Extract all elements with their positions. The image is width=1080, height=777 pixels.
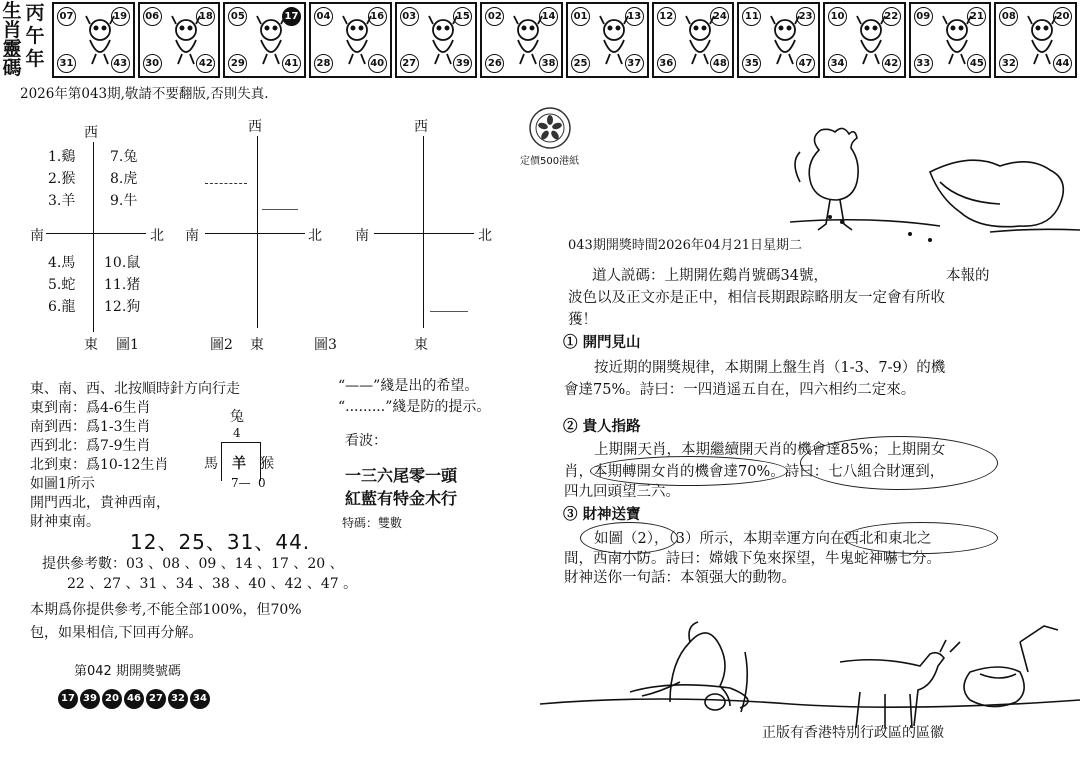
mini-bottom-right: 0: [258, 476, 266, 490]
brand-char: 肖: [2, 19, 22, 41]
tiger-icon: [249, 14, 293, 68]
zodiac-item: 11.猪: [104, 277, 141, 293]
zodiac-number: 09: [914, 7, 933, 26]
compass-south: 南: [355, 228, 369, 244]
zodiac-number: 25: [571, 54, 590, 73]
draw-ball: 46: [124, 689, 144, 709]
rule-line: 財神東南。: [30, 514, 100, 530]
rule-line: 如圖1所示: [30, 476, 95, 492]
zodiac-number: 48: [710, 54, 729, 73]
compass-south: 南: [30, 228, 44, 244]
zodiac-item: 3.羊: [48, 193, 76, 209]
rabbit-icon: [335, 14, 379, 68]
main-numbers: 12、25、31、44.: [130, 530, 311, 554]
rules-heading: 東、南、西、北按順時針方向行走: [30, 381, 240, 397]
section-3-number: ③: [563, 506, 578, 523]
disclaimer-line1: 本期爲你提供參考,不能全部100%，但70%: [30, 602, 302, 618]
section-2-title: 貴人指路: [582, 418, 641, 435]
zodiac-cell: [223, 2, 306, 78]
zodiac-number: 11: [742, 7, 761, 26]
compass-north: 北: [478, 228, 492, 244]
legend-solid-line: “——”綫是出的希望。: [338, 378, 479, 394]
section-2-number: ②: [563, 418, 578, 435]
intro-line2: 波色以及正文亦是正中，相信長期跟踪略朋友一定會有所收: [568, 290, 945, 306]
compass-north: 北: [308, 228, 322, 244]
zodiac-item: 2.猴: [48, 171, 76, 187]
horse-icon: [592, 14, 636, 68]
draw-ball: 39: [80, 689, 100, 709]
zodiac-number: 43: [111, 54, 130, 73]
compass-east: 東: [250, 337, 264, 353]
zodiac-number: 41: [282, 54, 301, 73]
zodiac-number: 29: [228, 54, 247, 73]
compass-east: 東: [414, 337, 428, 353]
prev-draw-balls: [58, 686, 212, 709]
figure-caption: 圖2: [210, 337, 233, 353]
zodiac-number: 35: [742, 54, 761, 73]
zodiac-number: 40: [368, 54, 387, 73]
draw-ball: 27: [146, 689, 166, 709]
compass-west: 西: [248, 119, 262, 135]
zodiac-cell: [737, 2, 820, 78]
zodiac-item: 9.牛: [110, 193, 138, 209]
section-1-line2: 會達75%。詩曰：一四逍遥五自在，四六相约二定來。: [564, 382, 916, 398]
dragon-icon: [421, 14, 465, 68]
zodiac-number: 38: [539, 54, 558, 73]
zodiac-number: 21: [967, 7, 986, 26]
zodiac-cell: [652, 2, 735, 78]
rule-line: 東到南：爲4-6生肖: [30, 400, 151, 416]
zodiac-number: 05: [228, 7, 247, 26]
section-2-heading: [563, 415, 641, 436]
highlight-oval: [800, 436, 998, 490]
brand-char: 年: [25, 48, 45, 70]
zodiac-number: 10: [828, 7, 847, 26]
zodiac-cell: [309, 2, 392, 78]
zodiac-number: 22: [882, 7, 901, 26]
section-3-line3: 財神送你一句話：本領强大的動物。: [564, 570, 796, 586]
zodiac-number: 20: [1053, 7, 1072, 26]
compass-west: 西: [414, 119, 428, 135]
zodiac-number: 06: [143, 7, 162, 26]
zodiac-number: 08: [999, 7, 1018, 26]
zodiac-number: 04: [314, 7, 333, 26]
issue-notice: 2026年第043期,敬請不要翻版,否則失真.: [20, 86, 269, 102]
zodiac-number: 28: [314, 54, 333, 73]
section-3-heading: [563, 503, 641, 524]
zodiac-number: 03: [400, 7, 419, 26]
rule-line: 西到北：爲7-9生肖: [30, 438, 151, 454]
zodiac-number: 31: [57, 54, 76, 73]
zodiac-number: 12: [657, 7, 676, 26]
highlight-oval: [580, 522, 678, 554]
zodiac-number: 07: [57, 7, 76, 26]
zodiac-cell: [566, 2, 649, 78]
zodiac-number: 27: [400, 54, 419, 73]
intro-line3: 獲！: [568, 312, 597, 328]
zodiac-cell: [994, 2, 1077, 78]
disclaimer-line2: 包，如果相信,下回再分解。: [30, 625, 203, 641]
zodiac-cell: [909, 2, 992, 78]
zodiac-strip: [52, 0, 1080, 82]
figure-caption: 圖1: [116, 337, 139, 353]
intro-line1: 道人説碼：上期開佐鷄肖號碼34號，: [592, 268, 828, 284]
zodiac-number: 01: [571, 7, 590, 26]
kanbo-line1: 一三六尾零一頭: [345, 466, 458, 485]
zodiac-number: 33: [914, 54, 933, 73]
ox-icon: [164, 14, 208, 68]
section-2-line1: 上期開天肖，本期繼續開天肖的機會達85%；上期開女: [594, 442, 946, 458]
section-3-line2: 間，西南小防。詩曰：嫦娥下兔來探望，牛鬼蛇神嚇七分。: [564, 551, 941, 567]
kanbo-line2: 紅藍有特金木行: [345, 489, 458, 508]
brand-char: 生: [2, 0, 22, 22]
zodiac-number: 18: [196, 7, 215, 26]
mini-top-num: 4: [233, 426, 241, 440]
zodiac-number: 34: [828, 54, 847, 73]
draw-ball: 34: [190, 689, 210, 709]
zodiac-number: 24: [710, 7, 729, 26]
zodiac-number: 36: [657, 54, 676, 73]
zodiac-number: 44: [1053, 54, 1072, 73]
zodiac-item: 12.狗: [104, 299, 141, 315]
section-3-line1: 如圖（2），（3）所示，本期幸運方向在西北和東北之: [594, 531, 932, 547]
rooster-icon: [849, 14, 893, 68]
compass-south: 南: [185, 228, 199, 244]
brand-char: 碼: [2, 57, 22, 79]
intro-line1-end: 本報的: [946, 268, 990, 284]
zodiac-item: 7.兔: [110, 149, 138, 165]
zodiac-item: 6.龍: [48, 299, 76, 315]
reference-line2: 22 、27 、31 、34 、38 、40 、42 、47 。: [67, 576, 358, 592]
zodiac-number: 15: [453, 7, 472, 26]
draw-ball: 20: [102, 689, 122, 709]
rule-line: 南到西：爲1-3生肖: [30, 419, 151, 435]
special-code: 特碼：雙數: [342, 516, 403, 530]
zodiac-cell: [138, 2, 221, 78]
price-label: 定價500港紙: [520, 156, 580, 167]
reference-line1: 提供參考數：03 、08 、09 、14 、17 、20 、: [42, 556, 344, 572]
zodiac-cell: [823, 2, 906, 78]
zodiac-number: 45: [967, 54, 986, 73]
zodiac-number: 17: [282, 7, 301, 26]
figure-caption: 圖3: [314, 337, 337, 353]
mini-center: 羊: [232, 456, 246, 472]
compass-west: 西: [84, 125, 98, 141]
snake-icon: [506, 14, 550, 68]
mouse-icon: [78, 14, 122, 68]
compass-north: 北: [150, 228, 164, 244]
section-1-number: ①: [563, 334, 578, 351]
zodiac-number: 13: [625, 7, 644, 26]
legend-dotted-line: “.........”綫是防的提示。: [338, 399, 491, 415]
zodiac-cell: [480, 2, 563, 78]
prev-draw-title: 第042 期開獎號碼: [74, 664, 181, 679]
goat-icon: [678, 14, 722, 68]
zodiac-item: 10.鼠: [104, 255, 141, 271]
compass-east: 東: [84, 337, 98, 353]
draw-ball: 17: [58, 689, 78, 709]
zodiac-number: 39: [453, 54, 472, 73]
rooster-illustration: [790, 122, 1080, 252]
zodiac-number: 23: [796, 7, 815, 26]
zodiac-number: 30: [143, 54, 162, 73]
zodiac-item: 4.馬: [48, 255, 76, 271]
zodiac-item: 8.虎: [110, 171, 138, 187]
hksar-emblem-icon: [528, 106, 572, 150]
section-1-heading: [563, 331, 641, 352]
section-3-title: 財神送寶: [582, 506, 641, 523]
mini-bottom-left: 7—: [231, 476, 251, 490]
section-2-line3: 四九回頭望三六。: [564, 484, 680, 500]
zodiac-item: 5.蛇: [48, 277, 76, 293]
zodiac-number: 47: [796, 54, 815, 73]
mini-right: 猴: [260, 456, 274, 472]
mini-top-label: 兔: [230, 409, 244, 425]
dog-icon: [935, 14, 979, 68]
highlight-oval: [590, 456, 788, 486]
section-1-title: 開門見山: [582, 334, 641, 351]
mini-left: 馬: [204, 456, 218, 472]
highlight-oval: [844, 522, 998, 554]
brand-char: 午: [25, 25, 45, 47]
zodiac-number: 42: [882, 54, 901, 73]
zodiac-number: 32: [999, 54, 1018, 73]
zodiac-cell: [52, 2, 135, 78]
zodiac-number: 16: [368, 7, 387, 26]
kanbo-label: 看波：: [345, 433, 387, 449]
rule-line: 開門西北，貴神西南，: [30, 495, 170, 511]
brand-char: 丙: [25, 2, 45, 24]
zodiac-number: 26: [485, 54, 504, 73]
zodiac-number: 14: [539, 7, 558, 26]
zodiac-number: 02: [485, 7, 504, 26]
zodiac-number: 37: [625, 54, 644, 73]
draw-ball: 32: [168, 689, 188, 709]
rule-line: 北到東：爲10-12生肖: [30, 457, 169, 473]
section-1-line1: 按近期的開獎規律，本期開上盤生肖（1-3、7-9）的機: [594, 360, 946, 376]
brand-char: 靈: [2, 38, 22, 60]
pig-icon: [1020, 14, 1064, 68]
zodiac-number: 42: [196, 54, 215, 73]
brand-logo: [0, 0, 50, 80]
zodiac-item: 1.鷄: [48, 149, 76, 165]
footer-caption: 正版有香港特別行政區的區徽: [762, 725, 944, 741]
draw-time: 043期開獎時間2026年04月21日星期二: [568, 238, 802, 253]
zodiac-cell: [395, 2, 478, 78]
section-2-line2: 肖，本期轉開女肖的機會達70%。詩曰：七八組合財運到，: [564, 464, 945, 480]
zodiac-number: 19: [111, 7, 130, 26]
monkey-icon: [763, 14, 807, 68]
